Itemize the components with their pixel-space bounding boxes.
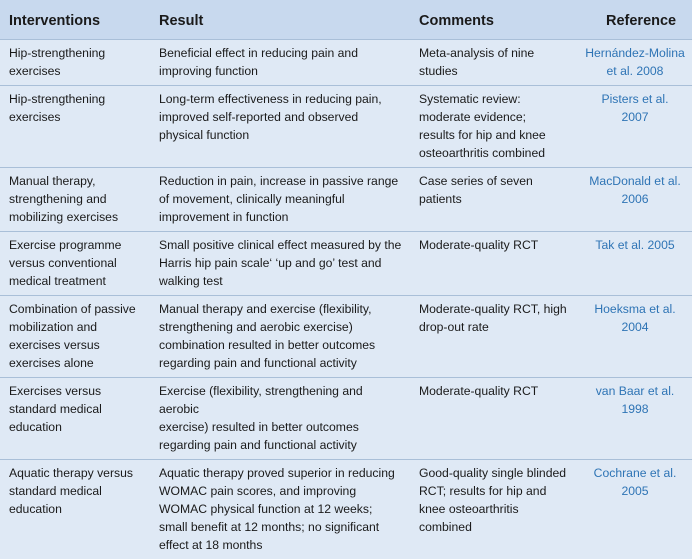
cell-comments: Moderate-quality RCT, high drop-out rate <box>410 296 578 378</box>
cell-intervention: Combination of passive mobilization and exercises versus exercises alone <box>0 296 150 378</box>
table-body <box>0 40 692 559</box>
header-interventions: Interventions <box>0 0 150 40</box>
cell-comments: Moderate-quality RCT <box>410 378 578 460</box>
cell-result: Aquatic therapy proved superior in reducing WOMAC pain scores, and improving WOMAC physical function at 12 weeks; small benefit at 12 months; no significant effect at 18 months <box>150 460 410 559</box>
cell-reference-link[interactable]: Hernández-Molina et al. 2008 <box>578 40 692 86</box>
cell-reference-link[interactable]: Hoeksma et al. 2004 <box>578 296 692 378</box>
cell-result: Reduction in pain, increase in passive range of movement, clinically meaningful improvement in function <box>150 168 410 232</box>
cell-intervention: Exercises versus standard medical education <box>0 378 150 460</box>
cell-reference-link[interactable]: Cochrane et al. 2005 <box>578 460 692 559</box>
header-result: Result <box>150 0 410 40</box>
table-row <box>0 296 692 378</box>
cell-intervention: Hip-strengthening exercises <box>0 86 150 168</box>
cell-intervention: Exercise programme versus conventional medical treatment <box>0 232 150 296</box>
cell-reference-link[interactable]: Tak et al. 2005 <box>578 232 692 296</box>
table-header <box>0 0 692 40</box>
header-comments: Comments <box>410 0 578 40</box>
table-row <box>0 378 692 460</box>
table-row <box>0 86 692 168</box>
cell-result: Beneficial effect in reducing pain and improving function <box>150 40 410 86</box>
cell-result: Long-term effectiveness in reducing pain, improved self-reported and observed physical function <box>150 86 410 168</box>
cell-comments: Meta-analysis of nine studies <box>410 40 578 86</box>
cell-comments: Moderate-quality RCT <box>410 232 578 296</box>
cell-result: Small positive clinical effect measured by the Harris hip pain scale‘ ‘up and go’ test and walking test <box>150 232 410 296</box>
header-reference: Reference <box>578 0 692 40</box>
cell-reference-link[interactable]: MacDonald et al. 2006 <box>578 168 692 232</box>
header-row <box>0 0 692 40</box>
table-row <box>0 460 692 559</box>
cell-intervention: Aquatic therapy versus standard medical education <box>0 460 150 559</box>
cell-comments: Good-quality single blinded RCT; results for hip and knee osteoarthritis combined <box>410 460 578 559</box>
cell-intervention: Manual therapy, strengthening and mobilizing exercises <box>0 168 150 232</box>
cell-result: Exercise (flexibility, strengthening and aerobic exercise) resulted in better outcomes regarding pain and functional activity <box>150 378 410 460</box>
cell-comments: Systematic review: moderate evidence; results for hip and knee osteoarthritis combined <box>410 86 578 168</box>
cell-reference-link[interactable]: van Baar et al. 1998 <box>578 378 692 460</box>
cell-reference-link[interactable]: Pisters et al. 2007 <box>578 86 692 168</box>
table-row <box>0 40 692 86</box>
cell-intervention: Hip-strengthening exercises <box>0 40 150 86</box>
cell-result: Manual therapy and exercise (flexibility, strengthening and aerobic exercise) combination resulted in better outcomes regarding pain and functional activity <box>150 296 410 378</box>
table-row <box>0 232 692 296</box>
table-row <box>0 168 692 232</box>
cell-comments: Case series of seven patients <box>410 168 578 232</box>
